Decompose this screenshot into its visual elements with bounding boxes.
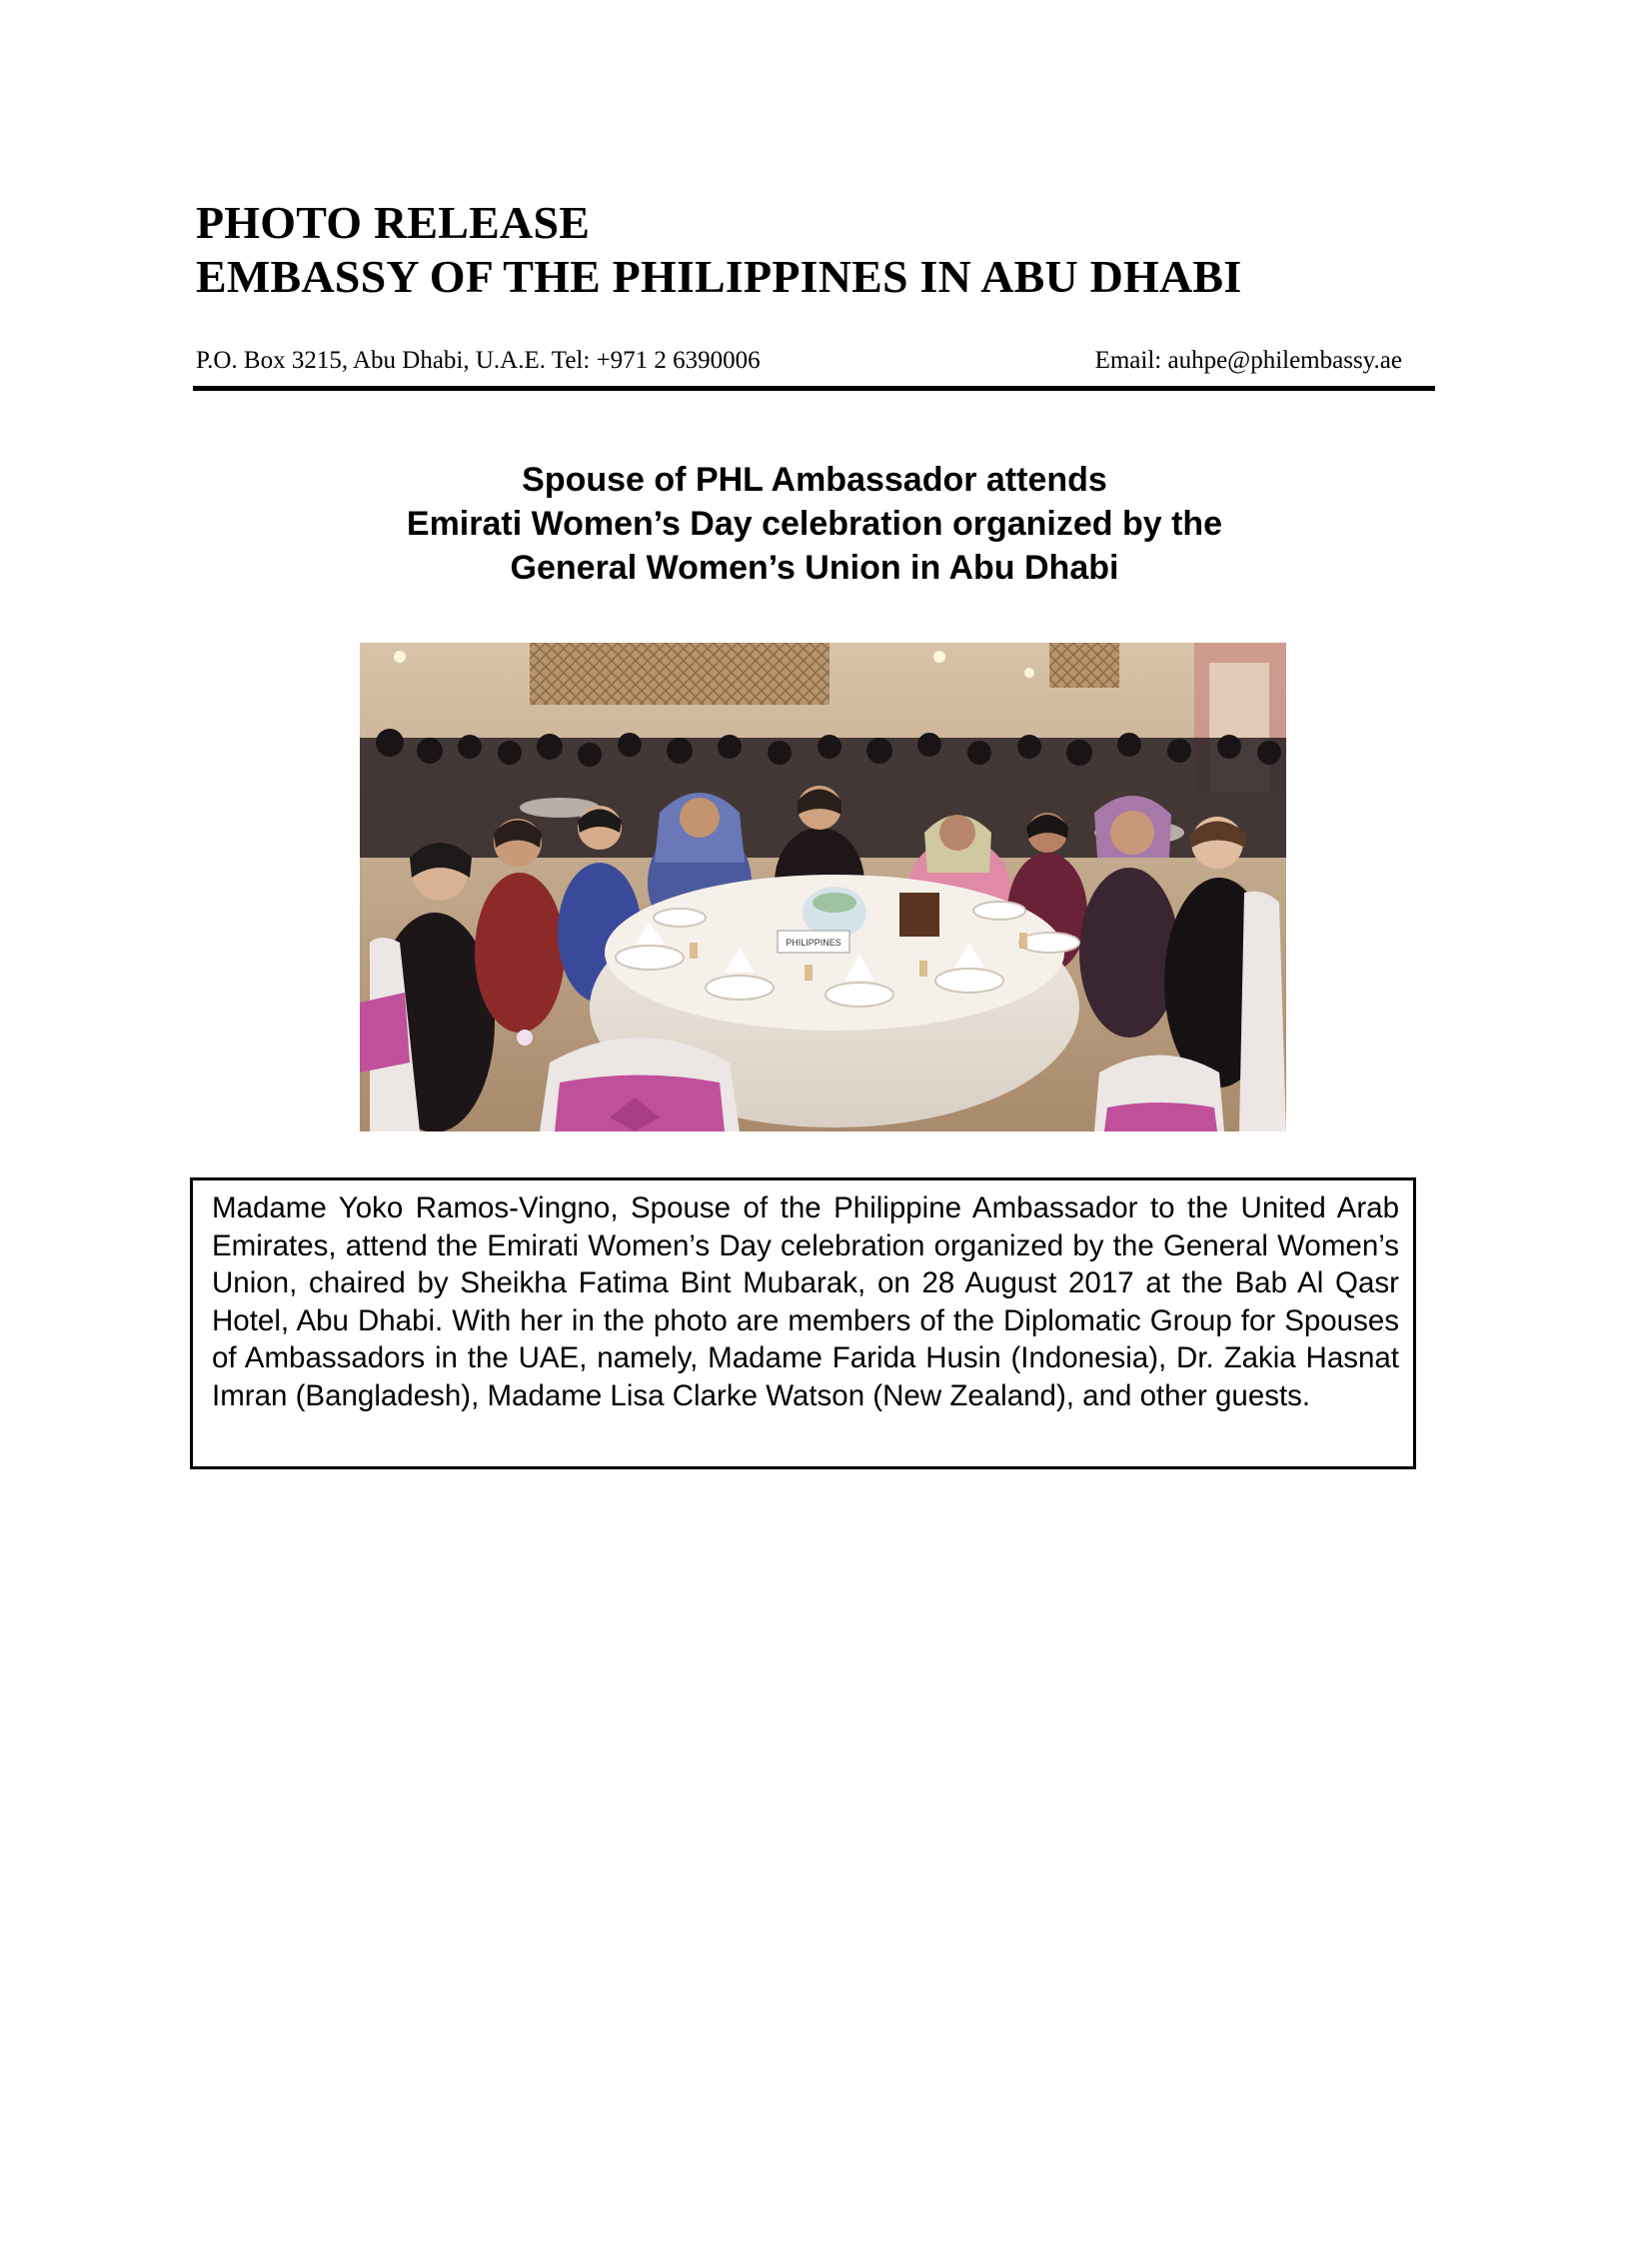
caption-text: Madame Yoko Ramos-Vingno, Spouse of the Philippine Ambassador to the United Arab Emirates, attend the Emirati Women’s Day celebration organized by the General Women’s Union, chaired by Sheikha Fatima Bint Mubarak, on 28 August 2017 at the Bab Al Qasr Hotel, Abu Dhabi. With her in the photo are members of the Diplomatic Group for Spouses of Ambassadors in the UAE, namely, Madame Farida Husin (Indonesia), Dr. Zakia Hasnat Imran (Bangladesh), Madame Lisa Clarke Watson (New Zealand), and other guests. bbox=[212, 1191, 1399, 1412]
release-title-line-2: EMBASSY OF THE PHILIPPINES IN ABU DHABI bbox=[196, 251, 1242, 302]
caption-box bbox=[190, 1177, 1416, 1469]
headline-line-1: Spouse of PHL Ambassador attends bbox=[522, 461, 1107, 499]
event-photo bbox=[360, 643, 1286, 1132]
headline-line-3: General Women’s Union in Abu Dhabi bbox=[510, 549, 1119, 587]
release-title-line-1: PHOTO RELEASE bbox=[196, 197, 591, 248]
contact-address: P.O. Box 3215, Abu Dhabi, U.A.E. Tel: +971 2 6390006 bbox=[196, 347, 761, 374]
headline-line-2: Emirati Women’s Day celebration organized by the bbox=[406, 505, 1223, 543]
place-card-label: PHILIPPINES bbox=[786, 938, 841, 948]
release-title bbox=[196, 196, 1241, 304]
contact-email: Email: auhpe@philembassy.ae bbox=[1094, 347, 1402, 374]
event-photo-illustration bbox=[360, 643, 1286, 1132]
header-divider bbox=[193, 386, 1435, 391]
headline bbox=[250, 458, 1379, 590]
